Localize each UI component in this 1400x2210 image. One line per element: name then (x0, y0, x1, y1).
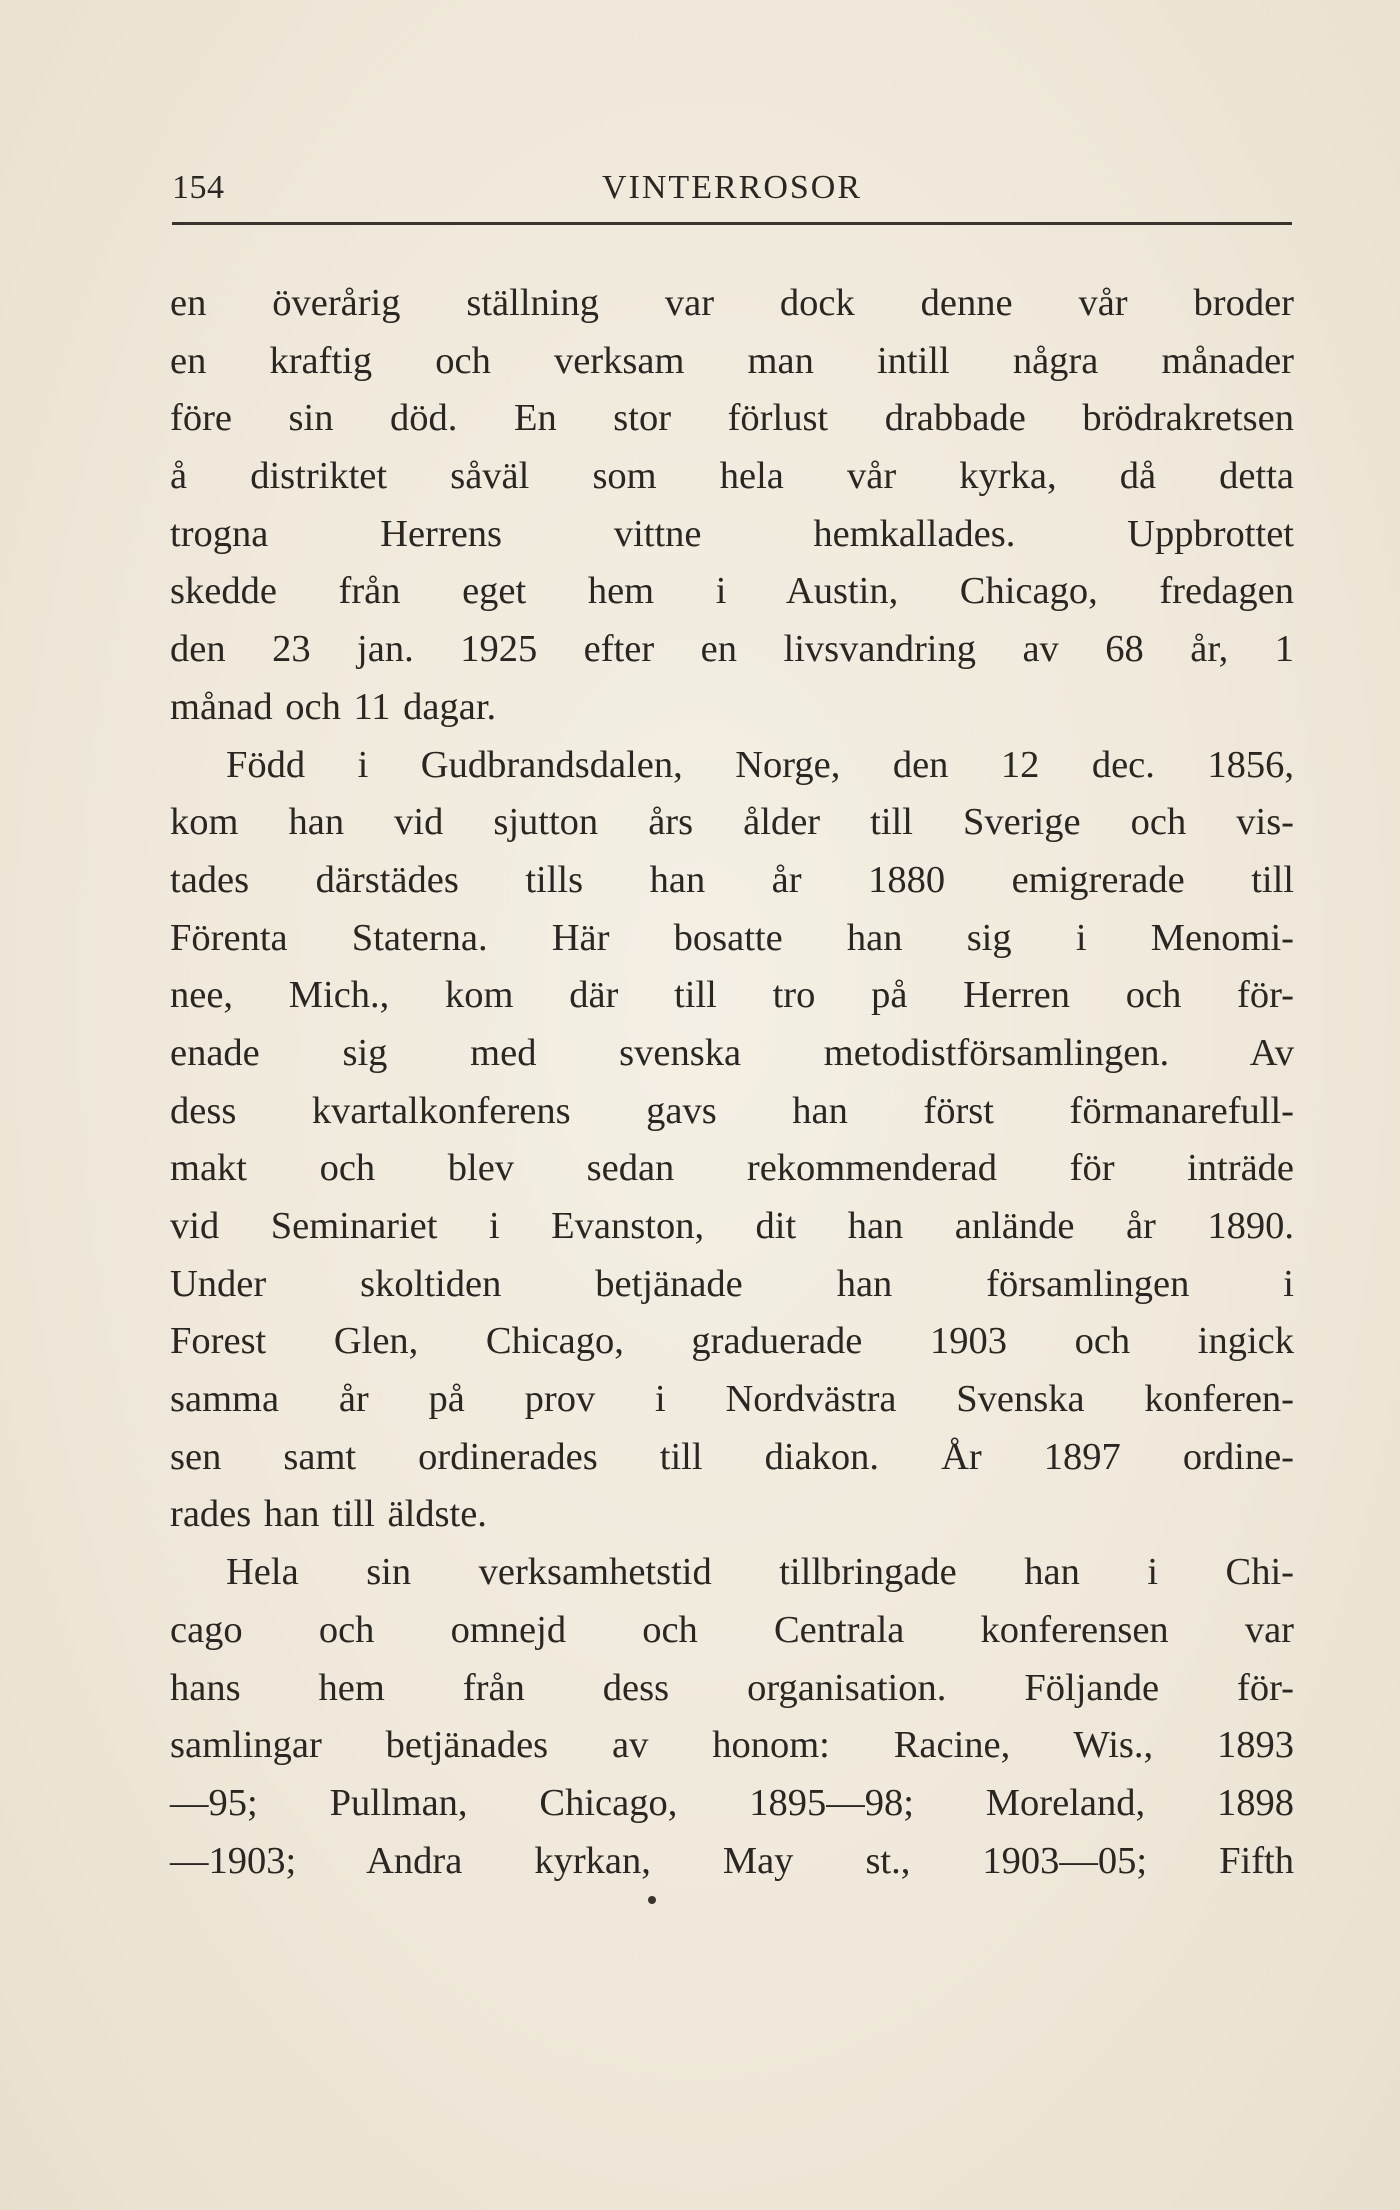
text-line: cago och omnejd och Centrala konferensen var (170, 1608, 1294, 1651)
text-line: en överårig ställning var dock denne vår broder (170, 282, 1294, 324)
text-line: Förenta Staterna. Här bosatte han sig i Menomi- (170, 916, 1294, 959)
text-line: —95; Pullman, Chicago, 1895—98; Moreland, 1898 (170, 1781, 1294, 1824)
text-line: sen samt ordinerades till diakon. År 1897 ordine- (170, 1435, 1294, 1478)
text-line: dess kvartalkonferens gavs han först förmanarefull- (170, 1089, 1294, 1132)
text-line: kom han vid sjutton års ålder till Sverige och vis- (170, 801, 1294, 844)
running-head: VINTERROSOR (602, 169, 863, 206)
text-line: hans hem från dess organisation. Följande för- (170, 1666, 1294, 1709)
text-line: samma år på prov i Nordvästra Svenska konferen- (170, 1378, 1294, 1421)
text-line: Under skoltiden betjänade han församlingen i (170, 1262, 1294, 1305)
text-line: skedde från eget hem i Austin, Chicago, fredagen (170, 570, 1294, 613)
text-line: trogna Herrens vittne hemkallades. Uppbrottet (170, 512, 1294, 555)
text-line: Forest Glen, Chicago, graduerade 1903 och ingick (170, 1320, 1294, 1363)
text-line: rades han till äldste. (170, 1493, 487, 1536)
text-line: Hela sin verksamhetstid tillbringade han i Chi- (226, 1551, 1294, 1594)
page-number: 154 (172, 169, 225, 206)
text-line: den 23 jan. 1925 efter en livsvandring av 68 år, 1 (170, 628, 1294, 671)
text-line: enade sig med svenska metodistförsamlingen. Av (170, 1031, 1294, 1074)
text-line: nee, Mich., kom där till tro på Herren och för- (170, 974, 1294, 1017)
text-line: månad och 11 dagar. (170, 685, 497, 728)
body-text (170, 275, 1294, 1890)
page-header (172, 168, 1292, 208)
text-line: tades därstädes tills han år 1880 emigrerade till (170, 858, 1294, 901)
text-line: vid Seminariet i Evanston, dit han anlände år 1890. (170, 1205, 1294, 1247)
text-line: makt och blev sedan rekommenderad för inträde (170, 1147, 1294, 1190)
text-line: å distriktet såväl som hela vår kyrka, då detta (170, 455, 1294, 498)
text-line: —1903; Andra kyrkan, May st., 1903—05; Fifth (170, 1839, 1294, 1882)
text-line: före sin död. En stor förlust drabbade brödrakretsen (170, 397, 1294, 440)
text-line: en kraftig och verksam man intill några månader (170, 339, 1294, 382)
printer-dot (648, 1896, 656, 1904)
header-rule (172, 222, 1292, 225)
text-line: Född i Gudbrandsdalen, Norge, den 12 dec. 1856, (226, 743, 1294, 786)
text-line: samlingar betjänades av honom: Racine, Wis., 1893 (170, 1724, 1294, 1767)
